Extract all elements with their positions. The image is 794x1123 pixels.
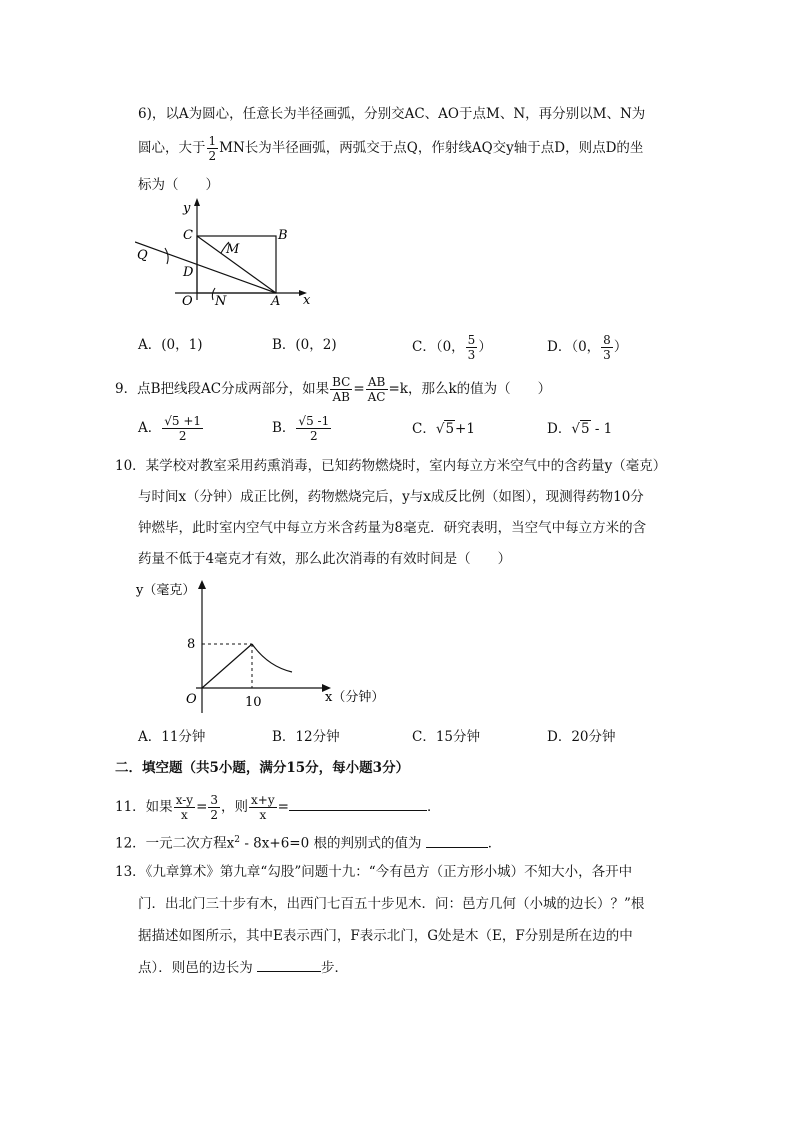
q8-option-c-pre: C．（0， xyxy=(412,339,465,355)
q9-stem xyxy=(115,375,551,404)
q8-ray-aq xyxy=(135,242,276,293)
q8-frac-num: 1 xyxy=(208,134,217,148)
q9-frac-2 xyxy=(366,375,388,404)
q8-line-1: 6)，以A为圆心，任意长为半径画弧，分别交AC、AO于点M、N，再分别以M、N为 xyxy=(138,106,646,122)
q9-pre: 9．点B把线段AC分成两部分，如果 xyxy=(115,381,330,397)
q10-inverse-curve xyxy=(252,644,292,672)
q9-option-d-rad: 5 xyxy=(580,421,590,437)
q9-option-b-label: B． xyxy=(272,420,296,436)
q10-origin-label: O xyxy=(186,692,197,707)
q9-option-a-frac xyxy=(162,414,203,443)
q11-end: ． xyxy=(426,799,441,815)
q8-option-d-num: 8 xyxy=(603,333,611,347)
q11-frac-3-den: x xyxy=(259,808,267,822)
sqrt-sign-icon: √ xyxy=(298,414,307,428)
q8-option-d-frac xyxy=(601,333,613,362)
q11-frac-1-num: x-y xyxy=(175,793,194,807)
q10-line-1: 10．某学校对教室采用药熏消毒，已知药物燃烧时，室内每立方米空气中的含药量y（毫克） xyxy=(115,458,667,474)
q8-option-a[interactable]: A．(0，1) xyxy=(138,337,203,353)
q11-eq: = xyxy=(196,799,208,815)
q10-line-4: 药量不低于4毫克才有效，那么此次消毒的有效时间是（ ） xyxy=(138,551,512,567)
q8-figure xyxy=(135,196,325,312)
q8-label-m: M xyxy=(226,242,240,257)
q9-option-c[interactable] xyxy=(412,419,475,439)
q10-y-tick: 8 xyxy=(187,637,196,652)
q9-option-a-num-text: 5 +1 xyxy=(171,414,202,428)
q8-label-n: N xyxy=(215,294,227,309)
q9-option-a-num xyxy=(162,414,203,429)
q10-y-label: y（毫克） xyxy=(136,583,196,598)
sqrt-sign-icon: √ xyxy=(571,421,580,437)
q8-line-2-pre: 圆心，大于 xyxy=(138,140,206,156)
q8-option-d[interactable] xyxy=(547,333,627,362)
q11-stem xyxy=(115,793,440,822)
q8-option-d-post: ） xyxy=(613,339,628,355)
q9-option-d-label: D． xyxy=(547,421,572,437)
sqrt-sign-icon: √ xyxy=(435,421,445,437)
q8-line-2 xyxy=(138,134,643,163)
q8-option-c-frac xyxy=(466,333,478,362)
q8-line-2-post: MN长为半径画弧，两弧交于点Q，作射线AQ交y轴于点D，则点D的坐 xyxy=(219,140,644,156)
q8-option-c-num: 5 xyxy=(467,333,476,347)
q8-label-x: x xyxy=(303,293,311,308)
q9-option-c-label: C． xyxy=(412,421,436,437)
q10-linear-segment xyxy=(202,644,252,688)
q9-frac-1 xyxy=(330,375,352,404)
q11-pre: 11．如果 xyxy=(115,799,173,815)
q8-label-q: Q xyxy=(137,248,148,263)
q9-eq: = xyxy=(353,381,365,397)
q10-x-label: x（分钟） xyxy=(325,690,385,705)
q9-frac-2-den: AC xyxy=(367,390,386,404)
q10-line-3: 钟燃毕，此时室内空气中每立方米含药量为8毫克．研究表明，当空气中每立方米的含 xyxy=(138,520,647,536)
q9-option-b-num-text: 5 -1 xyxy=(306,414,330,428)
q10-option-b[interactable]: B．12分钟 xyxy=(272,729,340,745)
q13-line-4-pre: 点）．则邑的边长为 xyxy=(138,960,258,976)
q11-answer-blank[interactable] xyxy=(289,810,427,811)
section-2-title: 二．填空题（共5小题，满分15分，每小题3分） xyxy=(115,760,410,776)
q9-post: =k，那么k的值为（ ） xyxy=(388,381,552,397)
q10-option-d[interactable]: D．20分钟 xyxy=(547,729,616,745)
q11-frac-2 xyxy=(208,793,220,822)
q8-y-arrow xyxy=(194,198,200,206)
q11-mid: ，则 xyxy=(221,799,249,815)
q8-frac-den: 2 xyxy=(208,149,217,163)
q9-option-b[interactable] xyxy=(272,414,332,443)
q12-stem xyxy=(115,830,501,854)
q8-option-b[interactable]: B．(0，2) xyxy=(272,337,337,353)
q9-option-a-den: 2 xyxy=(178,429,187,443)
q13-line-4-post: 步． xyxy=(321,960,349,976)
q9-option-c-sqrt xyxy=(436,419,455,439)
q11-frac-1 xyxy=(174,793,195,822)
q9-option-d[interactable] xyxy=(547,419,612,439)
q9-option-a[interactable] xyxy=(138,414,204,443)
q11-frac-3 xyxy=(249,793,277,822)
q12-post: - 8x+6=0 根的判别式的值为 xyxy=(240,835,426,852)
q8-option-c[interactable] xyxy=(412,333,492,362)
q9-option-c-rad: 5 xyxy=(445,421,455,437)
q13-line-3: 据描述如图所示，其中E表示西门，F表示北门，G处是木（E，F分别是所在边的中 xyxy=(138,928,633,944)
q11-post: = xyxy=(277,799,289,815)
q13-line-1: 13．《九章算术》第九章“勾股”问题十九：“今有邑方（正方形小城）不知大小，各开中 xyxy=(115,864,633,880)
q10-x-tick: 10 xyxy=(245,695,262,710)
q9-frac-1-den: AB xyxy=(332,390,350,404)
q8-label-c: C xyxy=(183,228,193,243)
q10-option-a[interactable]: A．11分钟 xyxy=(138,729,206,745)
q8-label-o: O xyxy=(182,294,193,309)
q9-option-b-den: 2 xyxy=(310,429,318,443)
q9-option-a-label: A． xyxy=(138,420,162,436)
q12-pre: 12．一元二次方程x xyxy=(115,835,235,852)
sqrt-sign-icon: √ xyxy=(164,414,172,428)
q9-option-d-sqrt xyxy=(571,419,590,439)
q12-answer-blank[interactable] xyxy=(426,847,488,848)
q8-label-b: B xyxy=(278,228,288,243)
q13-line-2: 门．出北门三十步有木，出西门七百五十步见木．问：邑方几何（小城的边长）？”根 xyxy=(138,896,645,912)
q9-frac-2-num: AB xyxy=(366,375,388,390)
q11-frac-2-num: 3 xyxy=(210,793,219,807)
q12-end: ． xyxy=(487,835,502,852)
q9-frac-1-num: BC xyxy=(332,375,351,389)
q8-option-d-den: 3 xyxy=(603,348,611,362)
q8-label-d: D xyxy=(183,265,194,280)
q8-arc-q xyxy=(165,248,168,264)
q9-option-b-frac xyxy=(296,414,331,443)
q13-line-4 xyxy=(138,958,348,978)
q11-frac-3-num: x+y xyxy=(251,793,275,807)
q9-option-d-post: - 1 xyxy=(590,421,613,437)
q11-frac-1-den: x xyxy=(180,808,188,822)
q13-answer-blank[interactable] xyxy=(257,971,321,972)
q8-option-c-post: ） xyxy=(478,339,492,355)
q8-label-a: A xyxy=(271,294,281,309)
q8-option-c-den: 3 xyxy=(467,348,476,362)
q10-option-c[interactable]: C．15分钟 xyxy=(412,729,481,745)
q9-option-c-post: +1 xyxy=(455,421,475,437)
q8-line-3: 标为（ ） xyxy=(138,177,219,193)
q9-option-b-num xyxy=(296,414,331,429)
q8-fraction xyxy=(207,134,219,163)
q10-line-2: 与时间x（分钟）成正比例，药物燃烧完后，y与x成反比例（如图），现测得药物10分 xyxy=(138,489,644,505)
q8-option-d-pre: D．（0， xyxy=(547,339,601,355)
q11-frac-2-den: 2 xyxy=(210,808,219,822)
q12-superscript: 2 xyxy=(234,835,241,845)
q10-y-arrow xyxy=(198,580,206,589)
q8-label-y: y xyxy=(183,201,191,216)
q10-graph xyxy=(130,575,400,715)
